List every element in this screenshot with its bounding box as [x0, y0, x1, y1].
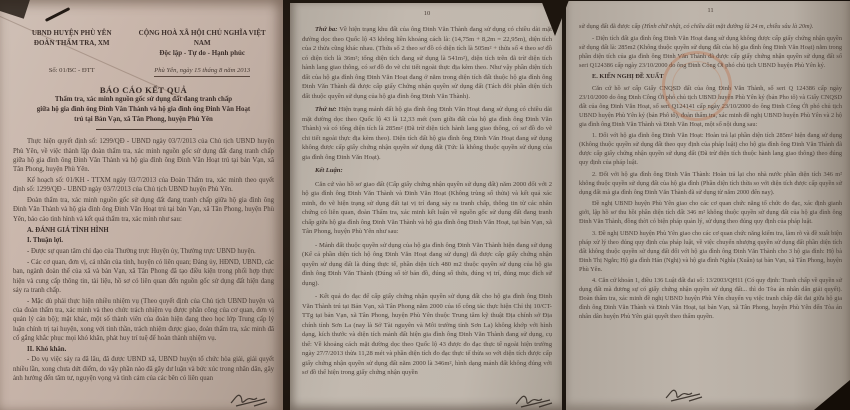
continuation-paragraph	[579, 22, 842, 31]
document-page-2	[290, 3, 562, 410]
area-paragraph: - Diện tích đất gia đình ông Đinh Văn Hoạt đang sử dụng không được cấp giấy chứng nhận quyền sử dụng đất là: 285m2 (Không thuộc quyền sử dụng đất của hộ gia đình ông Đinh Văn Hoạt) nằm trong phần diện tích của gia đình ông Đinh Văn Thành đã được cấp giấy chứng nhận quyền sử dụng đất số seri Q124386 cấp ngày 23/10/2000 do ông Đinh Công Ởi phó chủ tịch UBND huyện Phù Yên ký.	[579, 34, 842, 69]
page1-body	[13, 137, 274, 383]
signature-scribble	[512, 390, 554, 410]
basis-paragraph: Căn cứ hồ sơ cấp Giấy CNQSD đất của ông Đinh Văn Thành, số seri Q 124386 cấp ngày 23/10/2000 do ông Đinh Công Ởi phó chủ tịch UBND huyện Phù Yên ký (bản Pho tô) và Giấy CNQSD đất của ông Đinh Văn Hoạt, số seri Q124141 cấp ngày 23/10/2000 do ông Đinh Công Ởi phó chủ tịch UBND huyện Phù Yên ký (bản Phô tô), đoàn thẩm tra, xác minh đề nghị UBND huyện Phù Yên và 2 hộ gia đình ông Đinh Văn Thành và Đinh Văn Hoạt, một số nội dung sau:	[579, 84, 842, 128]
staple-mark	[45, 7, 70, 22]
document-header	[13, 28, 274, 58]
issuing-agency	[13, 28, 130, 58]
report-subtitle-2: giữa hộ gia đình ông Đinh Văn Thành và hộ gia đình ông Đinh Văn Hoạt	[36, 105, 251, 113]
title-divider	[96, 129, 192, 130]
request-paragraph: Đề nghị UBND huyện Phù Yên giao cho các cơ quan chức năng tổ chức đo đạc, xác định gianh giới, lập hồ sơ thu hồi phần diện tích đất 346 m² không thuộc quyền sử dụng đất của hộ gia đình ông Đinh Văn Thành, đồng thời có biện pháp quản lý, sử dụng theo đúng quy định của pháp luật.	[579, 200, 842, 225]
bottom-right-shadow	[814, 380, 850, 410]
subsection-heading-i: I. Thuận lợi.	[27, 237, 64, 245]
thutu-text: Hiện trạng mảnh đất hộ gia đình ông Đinh Văn Hoạt đang sử dụng có chiều dài mặt đường dọc theo Quốc lộ 43 là 12,33 mét (xen giữa đất của hộ gia đình ông Đinh Văn Thành) và có tổng diện tích là 285m² (Đã trừ diện tích hành lang giao thông, có sơ đồ đo vẽ chi tiết ngoài thực địa kèm theo). Diện tích đất hộ gia đình ông Đinh Văn Hoạt đang sử dụng không được cấp giấy chứng nhận quyền sử dụng đất (Tức là không thuộc quyền sử dụng của gia đình ông Đinh Văn Hoạt).	[302, 106, 552, 161]
recommendation-item-4: 4. Căn cứ khoản 1, điều 136 Luật đất đai số: 13/2003/QH11 (Có quy định: Tranh chấp về quyền sử dụng đất mà đương sự có giấy chứng nhận quyền sử dụng đất... thì do Tòa án nhân dân giải quyết). Đoàn thẩm tra, xác minh đề nghị UBND huyện Phù Yên chuyển vụ việc tranh chấp đất đai giữa hộ gia đình ông Đinh Văn Thành và Đinh Văn Hoạt, tại bản Vạn, xã Tân Phong, huyện Phù Yên đến Tòa án nhân dân huyện Phù Yên giải quyết theo thẩm quyền.	[579, 277, 842, 320]
document-page-1	[0, 0, 283, 410]
section-heading-a: A. ĐÁNH GIÁ TÌNH HÌNH	[27, 226, 109, 234]
thutu-paragraph	[302, 105, 552, 162]
national-subtitle: Độc lập - Tự do - Hạnh phúc	[159, 49, 245, 57]
report-subtitle-1: Thẩm tra, xác minh nguồn gốc sử dụng đất đang tranh chấp	[54, 96, 233, 103]
recommendation-item-1: 1. Đối với hộ gia đình ông Đinh Văn Hoạt: Hoàn trả lại phần diện tích 285m² hiện đang sử dụng (Không thuộc quyền sử dụng đất theo quy định của pháp luật) cho hộ gia đình ông Đinh Văn Thành đã được cấp giấy chứng nhận quyền sử dụng đất (Đã trừ diện tích thuộc hành lang giao thông) theo đúng quy định của pháp luật.	[579, 132, 842, 166]
date-line: Phù Yên, ngày 15 tháng 8 năm 2013	[154, 67, 250, 77]
thuba-paragraph	[302, 25, 552, 101]
official-stamp-inner-ring	[669, 58, 725, 114]
national-motto	[130, 28, 274, 58]
conclusion-paragraph-2: - Mảnh đất thuộc quyền sử dụng của hộ gia đình ông Đinh Văn Thành hiện đang sử dụng (Kể cả phần diện tích hộ ông Đinh Văn Hoạt đang sử dụng) đã được cấp giấy chứng nhận quyền sử dụng đất là đúng thực tế, phần diện tích 480 m2 thuộc quyền sử dụng của hộ gia đình ông Đinh Văn Thành (Đúng số tờ bản đồ, đúng số thửa, đúng vị trí, đúng mục đích sử dụng).	[302, 241, 552, 287]
subsection-heading-ii: II. Khó khăn.	[27, 345, 67, 353]
document-page-3	[566, 1, 850, 410]
agency-name: UBND HUYỆN PHÙ YÊN	[31, 29, 112, 37]
conclusion-heading: Kết Luận:	[315, 167, 343, 174]
advantage-paragraph-1: - Được sự quan tâm chỉ đạo của Thường trực Huyện ủy, Thường trực UBND huyện.	[27, 248, 256, 256]
conclusion-paragraph-1: Căn cứ vào hồ sơ giao đất (Cấp giấy chứng nhận quyền sử dụng đất) năm 2000 đối với 2 hộ gia đình ông Đinh Văn Thành và Đinh Văn Hoạt (Không trùng số thửa) và kết quả xác minh, đo vẽ hiện trạng sử dụng đất tại vị trí đang sảy ra tranh chấp, thông tin từ các nhân chứng có liên quan, đoàn Thẩm tra, xác minh kết luận về nguồn gốc sử dụng đất đang tranh chấp giữa hộ gia đình ông Đinh Văn Thành và hộ gia đình ông Đinh Văn Hoạt, tại bản Vạn, xã Tân Phong, huyện Phù Yên như sau:	[302, 180, 552, 235]
conclusion-paragraph-3: - Kết quả đo đạc để cấp giấy chứng nhận quyền sử dụng đất cho hộ gia đình ông Đinh Văn Thành trú tại Bản Vạn, xã Tân Phong năm 2000 của tổ công tác thực hiện Chỉ thị 10/CT-TTg tại bản Vạn, xã Tân Phong, huyện Phù Yên thuộc Trung tâm kỹ thuật Địa chính sở Địa chính tỉnh Sơn La (nay là Sở Tài nguyên và Môi trường tỉnh Sơn La) không khớp với hình dạng, kích thước và diện tích mảnh đất hiện gia đình ông Đinh Văn Thành đang sử dụng, cụ thể: Về khoảng cách mặt đường dọc theo Quốc lộ 43 được đo đạc thực tế ngoài hiện trường ngày 27/7/2013 thừa 11,28 mét và phần diện tích đo đạc thực tế thừa so với diện tích được cấp giấy chứng nhận quyền sử dụng đất năm 2000 là 346m², hình dạng mảnh đất không đúng với sơ đồ thể hiện trong giấy chứng nhận quyền	[302, 293, 552, 376]
advantage-paragraph-2: - Các cơ quan, đơn vị, cá nhân của tỉnh, huyện có liên quan; Đảng ủy, HĐND, UBND, các ban, ngành đoàn thể của xã và bản Vạn, xã Tân Phong đã tạo điều kiện trong phối hợp thực hiện và cung cấp thông tin, tài liệu, hồ sơ có liên quan đến nguồn gốc sử dụng đất hiện đang sảy ra tranh chấp.	[13, 258, 274, 294]
continuation-text: sử dụng đất đã được cấp	[579, 23, 641, 30]
agency-unit: ĐOÀN THẨM TRA, XM	[33, 39, 110, 47]
advantage-paragraph-3: - Mặc dù phải thực hiện nhiều nhiệm vụ (Theo quyết định của Chủ tịch UBND huyện và của đoàn thẩm tra, xác minh và theo chức trách nhiệm vụ được phân công của cơ quan, đơn vị quản lý cán bộ); mặt khác, một số thành viên của đoàn hiện đang theo học lớp Trung cấp lý luận chính trị tại huyện, xong với tinh thần, trách nhiệm được giao, đoàn thẩm tra, xác minh đã cố gắng khắc phục mọi khó khăn, phát huy trí tuệ để hoàn thành nhiệm vụ.	[13, 297, 274, 342]
intro-paragraph-2: Kế hoạch số: 01/KH - TTXM ngày 03/7/2013 của Đoàn Thẩm tra, xác minh theo quyết định số: 1299/QĐ - UBND ngày 03/7/2013 của Chủ tịch UBND huyện Phù Yên.	[13, 177, 274, 194]
thuba-text: Về hiện trạng khu đất của ông Đinh Văn Thành đang sử dụng có chiều dài mặt đường dọc theo Quốc lộ 43 không liền khoảng cách là: (14,75m + 8,2m = 22,95m), diện tích của 2 thửa cũng khác nhau. (Thửa số 2 theo sơ đồ có diện tích là 505m² + thửa số 4 theo sơ đồ có diện tích là 36m²; tổng diện tích đang sử dụng là 541m²), diện tích trên đã trừ diện tích hành lang giao thông, có sơ đồ đo vẽ chi tiết ngoài thực địa kèm theo. Như vậy phần diện tích đất của hộ gia đình ông Đinh Văn Hoạt đang ở nằm trong diện tích đất thuộc hộ gia đình ông Đinh Văn Thành đã được cấp giấy Chứng nhận quyền sử dụng đất (Tách đôi phần diện tích đất thuộc quyền sử dụng của hộ gia đình ông Đinh Văn Thành).	[302, 26, 552, 100]
thuba-lead: Thứ ba:	[315, 26, 338, 33]
difficulty-paragraph-1: - Do vụ việc sảy ra đã lâu, đã được UBND xã, UBND huyện tổ chức hòa giải, giải quyết nhiều lần, xong chưa dứt điểm, do vậy phần nào đã gây dư luận và bức xúc trong nhân dân, gây ảnh hưởng đến tâm tư, nguyện vọng và tình cảm của các bên có liên quan	[13, 356, 274, 383]
recommendation-item-2: 2. Đối với hộ gia đình ông Đinh Văn Thành: Hoàn trả lại cho nhà nước phần diện tích 346 m² không thuộc quyền sử dụng đất của hộ gia đình (Phần diện tích thừa so với diện tích được cấp quyền sử dụng đất mà gia đình ông Đinh Văn Thành đã sử dụng từ năm 2000 đến nay).	[579, 170, 842, 196]
number-date-row	[13, 67, 274, 77]
intro-paragraph-1: Thực hiện quyết định số: 1299/QĐ - UBND ngày 03/7/2013 của Chủ tịch UBND huyện Phù Yên, về việc thành lập đoàn thẩm tra, xác minh nguồn gốc sử dụng đất đang tranh chấp giữa hộ gia đình ông Đinh Văn Thành và hộ gia đình ông Đinh Văn Hoạt trú tại bản Vạn, xã Tân Phong, huyện Phù Yên.	[13, 138, 274, 174]
national-title: CỘNG HOÀ XÃ HỘI CHỦ NGHĨA VIỆT NAM	[138, 29, 266, 47]
page-number: 10	[423, 10, 431, 17]
corner-shadow-mark	[0, 0, 31, 19]
thutu-lead: Thứ tư:	[315, 106, 337, 113]
page2-body	[302, 25, 552, 378]
recommendation-heading: E. KIẾN NGHỊ ĐỀ XUẤT	[592, 73, 664, 80]
page-fold-shadow	[541, 0, 569, 36]
report-title: BÁO CÁO KẾT QUẢ	[99, 85, 188, 95]
continuation-parenthetical: (Hình chữ nhật, có chiều dài mặt đường là 24 m, chiều sâu là 20m).	[641, 23, 814, 30]
intro-paragraph-3: Đoàn thẩm tra, xác minh nguồn gốc sử dụng đất đang tranh chấp giữa hộ gia đình ông Đinh Văn Thành và hộ gia đình ông Đinh Văn Hoạt trú tại bản Vạn, xã Tân Phong, huyện Phù Yên, báo cáo tình hình và kết quả thẩm tra, xác minh như sau:	[13, 197, 274, 223]
recommendation-item-3: 3. Đề nghị UBND huyện Phù Yên giao cho các cơ quan chức năng kiểm tra, làm rõ và đề xuất biện pháp xử lý theo đúng quy định của pháp luật, về việc chuyển nhượng quyền sử dụng đất phần diện tích đất không thuộc quyền sử dụng đất đối với hộ gia đình ông Đinh Văn Thành cho 3 hộ gia đình: Hộ bà Đinh Thị Ngắn; Hộ gia đình Hán (Nghị) và hộ gia đình Nghĩa (Xuân) tại bản Vạn, xã Tân Phong, huyện Phù Yên.	[579, 229, 842, 273]
page-number: 11	[707, 7, 714, 14]
report-subtitle-3: trú tại Bản Vạn, xã Tân Phong, huyện Phù Yên	[74, 115, 213, 123]
signature-scribble	[662, 384, 704, 404]
signature-scribble	[227, 389, 269, 409]
document-number: Số: 01/BC - ĐTT	[48, 67, 95, 74]
